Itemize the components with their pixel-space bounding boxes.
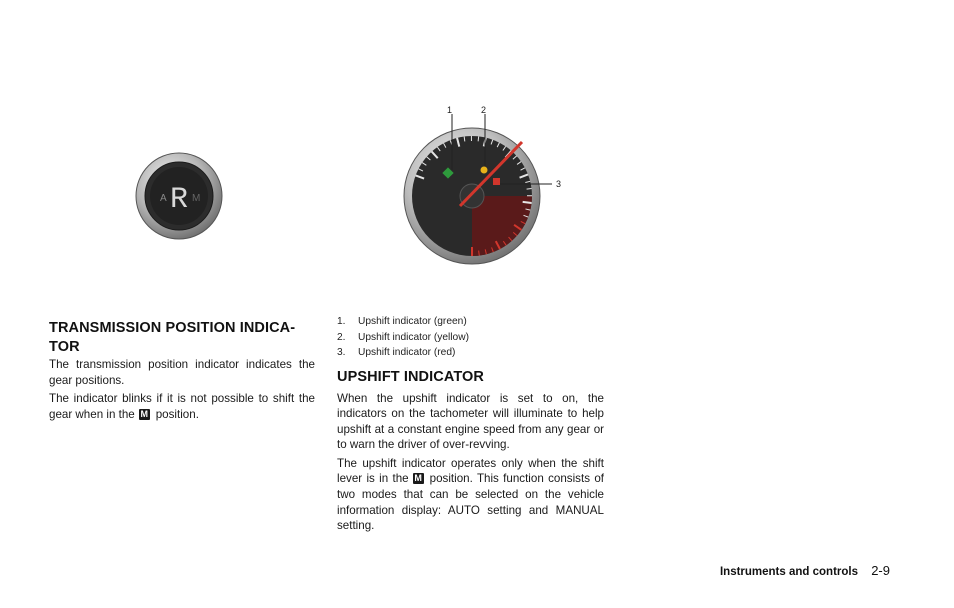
legend-label: Upshift indicator (red)	[358, 347, 456, 358]
tachometer-illustration	[398, 100, 570, 272]
transmission-section	[49, 319, 315, 425]
callout-1: 1	[447, 105, 453, 115]
upshift-paragraph-1: When the upshift indicator is set to on, the indicators on the tachometer will illuminate to help upshift at a constant engine speed from any gear or to warn the driver of over-revving.	[337, 391, 604, 452]
transmission-indicator-figure	[134, 151, 224, 241]
upshift-red-indicator	[493, 178, 500, 185]
m-position-badge: M	[414, 473, 422, 484]
transmission-paragraph-1: The transmission position indicator indicates the gear positions.	[49, 358, 315, 387]
legend-number: 1.	[337, 316, 346, 327]
footer-section-title: Instruments and controls	[719, 566, 858, 578]
upshift-p2-before: The upshift indicator operates only when the shift lever is in the	[337, 456, 604, 486]
upshift-section	[337, 314, 604, 537]
redzone-area	[472, 196, 532, 256]
legend-label: Upshift indicator (green)	[358, 316, 467, 327]
gear-digit: R	[169, 183, 189, 217]
callout-3: 3	[556, 179, 562, 189]
legend-item	[337, 330, 604, 346]
legend-number: 3.	[337, 347, 346, 358]
transmission-indicator-illustration	[134, 151, 224, 241]
transmission-heading-line2: TOR	[49, 339, 80, 355]
transmission-paragraph-2	[49, 391, 315, 422]
callout-2: 2	[481, 105, 487, 115]
legend-item	[337, 314, 604, 330]
transmission-p2-after: position.	[155, 407, 199, 421]
m-position-badge: M	[140, 408, 148, 419]
page-number: 2-9	[871, 563, 890, 578]
page-footer	[720, 563, 890, 578]
upshift-heading: UPSHIFT INDICATOR	[337, 368, 484, 385]
tachometer-figure	[398, 100, 570, 272]
upshift-paragraph-2	[337, 456, 604, 534]
upshift-yellow-indicator	[481, 167, 488, 174]
transmission-heading-line1: TRANSMISSION POSITION INDICA-	[49, 320, 296, 336]
legend-number: 2.	[337, 331, 346, 343]
side-letter-right: M	[192, 193, 201, 204]
figure-legend	[337, 314, 604, 361]
side-letter-left: A	[160, 193, 167, 204]
legend-item	[337, 345, 604, 361]
transmission-heading	[49, 319, 315, 357]
transmission-p2-before: The indicator blinks if it is not possible to shift the gear when in the	[49, 392, 315, 421]
legend-label: Upshift indicator (yellow)	[358, 331, 469, 343]
upshift-p2-after: position. This function consists of two modes that can be selected on the vehicle information display: AUTO setting and MANUAL setting.	[337, 472, 604, 533]
